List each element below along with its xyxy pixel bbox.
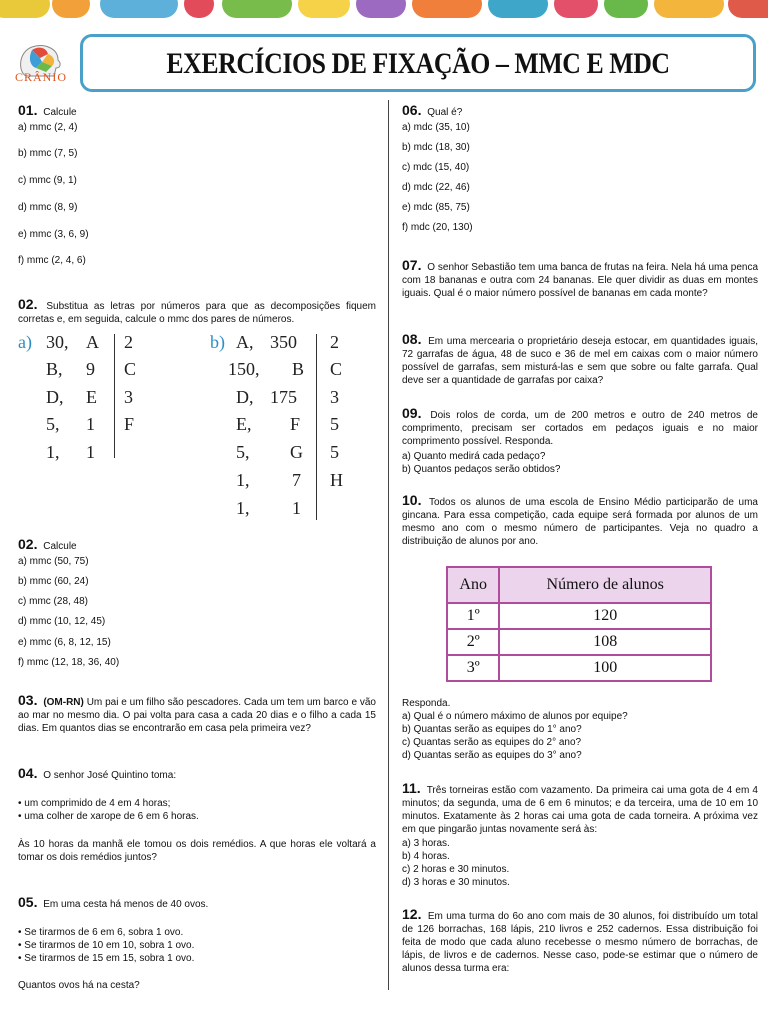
table-header-cell: Número de alunos	[499, 567, 711, 603]
list-item: c) 2 horas e 30 minutos.	[402, 864, 510, 875]
question-text: Em uma cesta há menos de 40 ovos.	[43, 899, 209, 910]
question-10	[402, 494, 758, 548]
question-number: 10.	[402, 492, 422, 508]
table-header-cell: Ano	[447, 567, 499, 603]
cell-b-2-2: 3	[330, 387, 339, 407]
cell-b-0-2: 2	[330, 332, 339, 352]
cell-a-1-2: C	[124, 359, 137, 379]
question-11	[402, 782, 758, 836]
question-text-tail: Às 10 horas da manhã ele tomou os dois remédios. A que horas ele voltará a tomar os dois remédios juntos?	[18, 839, 376, 863]
question-text: Substitua as letras por números para que as decomposições fiquem corretas e, em seguida, calcule o mmc dos pares de números.	[18, 301, 376, 325]
question-text: Um pai e um filho são pescadores. Cada um tem um barco e vão ao mar no mesmo dia. O pai volta para casa a cada 20 dias e o filho a cada 15 dias. Em quantos dias se encontrarão em casa pela primeira vez?	[18, 697, 376, 734]
cell-a-0-1: A	[86, 332, 99, 352]
cell-b-4-0: 5,	[236, 442, 250, 462]
question-09	[402, 407, 758, 448]
question-number: 02.	[18, 296, 38, 312]
cell-b-6-0: 1,	[236, 498, 250, 518]
cell-b-4-1: G	[290, 442, 303, 462]
cell-a-2-1: E	[86, 387, 97, 407]
table-cell: 100	[499, 655, 711, 681]
students-table	[446, 566, 712, 682]
cell-b-3-2: 5	[330, 414, 339, 434]
list-item: b) 4 horas.	[402, 851, 450, 862]
table-cell: 108	[499, 629, 711, 655]
question-02-substitution	[18, 298, 376, 326]
table-cell: 120	[499, 603, 711, 629]
cell-b-1-1: B	[292, 359, 305, 379]
cell-b-6-1: 1	[292, 498, 301, 518]
list-item: a) mmc (50, 75)	[18, 556, 89, 567]
factorization-b-label: b)	[210, 332, 225, 352]
question-number: 08.	[402, 331, 422, 347]
cell-b-5-2: H	[330, 470, 343, 490]
list-item: • um comprimido de 4 em 4 horas;	[18, 798, 171, 809]
question-04	[18, 767, 378, 782]
column-divider	[388, 100, 389, 990]
question-text: Em uma turma do 6o ano com mais de 30 alunos, foi distribuído um total de 126 borrachas, 168 lápis, 210 livros e 252 cadernos. Essa distribuição foi feita de modo que cada aluno recebesse o mesmo número de borrachas, de lápis, de livros e de cadernos. Nesse caso, pode-se estimar que o número de alunos dessa turma era:	[402, 911, 758, 974]
cell-a-3-1: 1	[86, 414, 95, 434]
list-item: c) mdc (15, 40)	[402, 162, 470, 173]
list-item: a) Qual é o número máximo de alunos por equipe?	[402, 711, 628, 722]
respond-label: Responda.	[402, 698, 451, 709]
question-text: Três torneiras estão com vazamento. Da primeira cai uma gota de 4 em 4 minutos; da segunda, uma de 6 em 6 minutos; e da terceira, uma de 10 em 10 minutos. Exatamente às 2 horas cai uma gota de cada torneira. A próxima vez em que pingarão juntas novamente será às:	[402, 785, 758, 835]
question-number: 07.	[402, 257, 422, 273]
table-cell: 3º	[447, 655, 499, 681]
list-item: a) Quanto medirá cada pedaço?	[402, 451, 546, 462]
list-item: • uma colher de xarope de 6 em 6 horas.	[18, 811, 199, 822]
table-row	[447, 629, 711, 655]
list-item: b) Quantos pedaços serão obtidos?	[402, 464, 561, 475]
list-item: c) mmc (28, 48)	[18, 596, 89, 607]
list-item: d) 3 horas e 30 minutos.	[402, 877, 510, 888]
list-item: b) mmc (7, 5)	[18, 148, 78, 159]
question-tag: (OM-RN)	[43, 697, 84, 708]
list-item: d) mmc (10, 12, 45)	[18, 616, 106, 627]
question-01	[18, 104, 378, 119]
list-item: • Se tirarmos de 6 em 6, sobra 1 ovo.	[18, 927, 184, 938]
question-text: Calcule	[43, 107, 77, 118]
list-item: e) mdc (85, 75)	[402, 202, 470, 213]
list-item: b) Quantas serão as equipes do 1° ano?	[402, 724, 582, 735]
cell-a-2-2: 3	[124, 387, 133, 407]
list-item: a) mmc (2, 4)	[18, 122, 78, 133]
question-number: 05.	[18, 894, 38, 910]
cell-b-2-0: D,	[236, 387, 254, 407]
question-number: 12.	[402, 906, 422, 922]
list-item: d) Quantas serão as equipes do 3° ano?	[402, 750, 582, 761]
cell-b-0-1: 350	[270, 332, 297, 352]
title-box	[80, 34, 756, 92]
list-item: c) Quantas serão as equipes do 2° ano?	[402, 737, 582, 748]
factorization-b-bar	[316, 334, 317, 520]
list-item: b) mmc (60, 24)	[18, 576, 89, 587]
list-item: a) mdc (35, 10)	[402, 122, 470, 133]
question-number: 03.	[18, 692, 38, 708]
question-text: Em uma mercearia o proprietário deseja estocar, em quantidades iguais, 72 garrafas de água, 48 de suco e 36 de mel em caixas com o maior número possível de garrafas, sem misturá-las e sem que sobre ou falte garrafa. Qual deve ser a quantidade de garrafas por caixa?	[402, 336, 758, 386]
cell-b-3-1: F	[290, 414, 301, 434]
table-cell: 2º	[447, 629, 499, 655]
cell-a-1-0: B,	[46, 359, 63, 379]
cell-b-4-2: 5	[330, 442, 339, 462]
list-item: f) mmc (2, 4, 6)	[18, 255, 86, 266]
list-item: f) mdc (20, 130)	[402, 222, 473, 233]
cell-b-2-1: 175	[270, 387, 297, 407]
question-02-calcule	[18, 538, 378, 553]
question-number: 06.	[402, 102, 422, 118]
cell-a-1-1: 9	[86, 359, 95, 379]
question-number: 09.	[402, 405, 422, 421]
question-number: 04.	[18, 765, 38, 781]
cell-a-0-2: 2	[124, 332, 133, 352]
table-row	[447, 603, 711, 629]
table-cell: 1º	[447, 603, 499, 629]
question-07	[402, 259, 758, 300]
question-number: 02.	[18, 536, 38, 552]
list-item: f) mmc (12, 18, 36, 40)	[18, 657, 120, 668]
cell-b-1-0: 150,	[228, 359, 260, 379]
question-text: O senhor Sebastião tem uma banca de frutas na feira. Nela há uma penca com 18 bananas e outra com 24 bananas. Ele quer dividir as duas em montes iguais. Qual é o maior número possível de bananas em cada monte?	[402, 262, 758, 299]
cell-a-0-0: 30,	[46, 332, 69, 352]
cell-a-4-1: 1	[86, 442, 95, 462]
question-text: Calcule	[43, 541, 77, 552]
cell-a-3-2: F	[124, 414, 135, 434]
cell-b-3-0: E,	[236, 414, 252, 434]
list-item: b) mdc (18, 30)	[402, 142, 470, 153]
question-text: Qual é?	[427, 107, 463, 118]
cell-a-3-0: 5,	[46, 414, 60, 434]
question-number: 01.	[18, 102, 38, 118]
cell-b-5-0: 1,	[236, 470, 250, 490]
cell-b-5-1: 7	[292, 470, 301, 490]
decorative-top-strip	[0, 0, 768, 22]
question-text: O senhor José Quintino toma:	[43, 770, 177, 781]
list-item: d) mdc (22, 46)	[402, 182, 470, 193]
question-03	[18, 694, 376, 735]
factorization-a-bar	[114, 334, 115, 458]
list-item: d) mmc (8, 9)	[18, 202, 78, 213]
cell-a-2-0: D,	[46, 387, 64, 407]
cell-b-0-0: A,	[236, 332, 254, 352]
question-12	[402, 908, 758, 975]
question-05	[18, 896, 378, 911]
question-08	[402, 333, 758, 387]
question-06	[402, 104, 758, 119]
factorization-a-label: a)	[18, 332, 32, 352]
list-item: Quantos ovos há na cesta?	[18, 980, 140, 991]
list-item: e) mmc (6, 8, 12, 15)	[18, 637, 111, 648]
question-text: Dois rolos de corda, um de 200 metros e outro de 240 metros de comprimento, precisam ser cortados em pedaços iguais e no maior comprimento possível. Responda.	[402, 410, 758, 447]
list-item: a) 3 horas.	[402, 838, 450, 849]
page-title: EXERCÍCIOS DE FIXAÇÃO – MMC E MDC	[166, 47, 670, 80]
question-number: 11.	[402, 780, 421, 796]
logo-text: CRÂNIO	[14, 70, 67, 84]
list-item: • Se tirarmos de 10 em 10, sobra 1 ovo.	[18, 940, 195, 951]
list-item: c) mmc (9, 1)	[18, 175, 77, 186]
cell-b-1-2: C	[330, 359, 343, 379]
list-item: e) mmc (3, 6, 9)	[18, 229, 89, 240]
table-row	[447, 655, 711, 681]
cell-a-4-0: 1,	[46, 442, 60, 462]
table-header-row	[447, 567, 711, 603]
question-text: Todos os alunos de uma escola de Ensino Médio participarão de uma gincana. Para essa competição, cada equipe será formada por alunos de um mesmo ano com o mesmo número de participantes. Veja no quadro a distribuição de alunos por ano.	[402, 497, 758, 547]
list-item: • Se tirarmos de 15 em 15, sobra 1 ovo.	[18, 953, 195, 964]
